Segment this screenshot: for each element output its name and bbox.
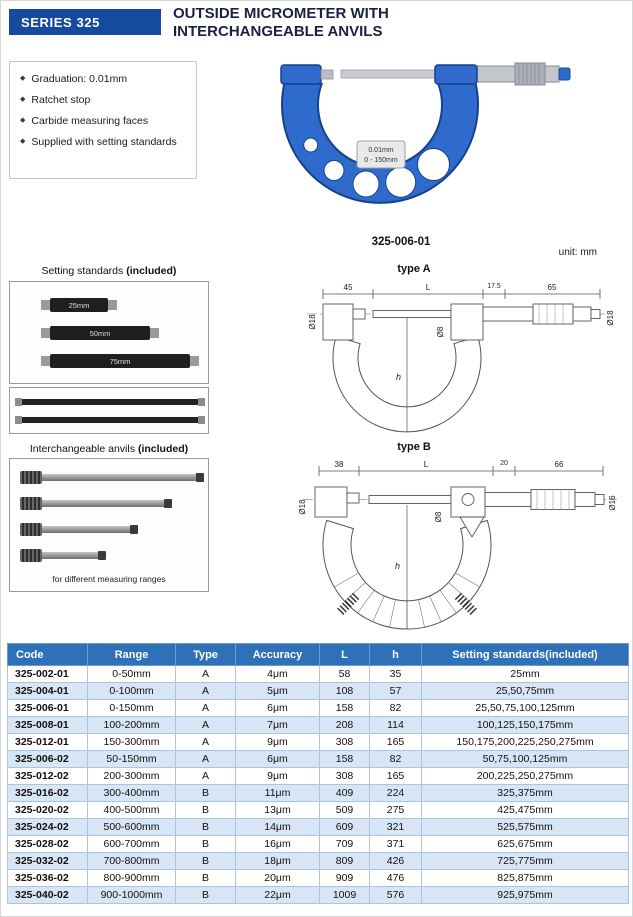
anvil-knurled-head [20,471,42,484]
column-header-l: L [320,644,370,666]
table-row [8,734,629,751]
cell-h: 82 [370,700,422,717]
dim-h: h [394,561,400,571]
ratchet-cap [595,495,604,505]
page-title-line1: OUTSIDE MICROMETER WITH [173,5,389,22]
cell-range: 700-800mm [88,853,176,870]
cell-l: 208 [320,717,370,734]
anvil-arm [281,65,321,84]
cell-setting-standards: 25,50,75mm [422,683,629,700]
spindle-arm [435,65,477,84]
dia-right: Ø16 [608,495,617,511]
page-title-line2: INTERCHANGEABLE ANVILS [173,23,383,41]
cell-accuracy: 13μm [236,802,320,819]
cell-h: 321 [370,819,422,836]
cell-setting-standards: 425,475mm [422,802,629,819]
anvil-knurled-head [20,523,42,536]
table-row [8,700,629,717]
cell-type: A [176,700,236,717]
feature-text: Ratchet stop [31,94,91,107]
cell-setting-standards: 725,775mm [422,853,629,870]
cell-setting-standards: 100,125,150,175mm [422,717,629,734]
table-row [8,785,629,802]
anvils-title [9,443,209,455]
cell-range: 800-900mm [88,870,176,887]
column-header-accuracy: Accuracy [236,644,320,666]
rod-label: 25mm [68,300,90,310]
cell-l: 1009 [320,887,370,904]
table-row [8,666,629,683]
cell-range: 0-50mm [88,666,176,683]
column-header-range: Range [88,644,176,666]
diamond-bullet-icon: ◆ [20,75,26,82]
cell-range: 400-500mm [88,802,176,819]
setting-standards-long-bars [9,387,209,434]
cell-type: A [176,666,236,683]
type-a-drawing [257,276,627,436]
feature-text: Graduation: 0.01mm [31,73,128,85]
cell-type: A [176,717,236,734]
cell-accuracy: 6μm [236,751,320,768]
cell-range: 100-200mm [88,717,176,734]
cell-l: 409 [320,785,370,802]
dim-17-5: 17.5 [487,283,501,290]
feature-item [20,136,188,148]
spindle [373,311,451,318]
table-row [8,887,629,904]
rod-label: 50mm [89,328,111,338]
column-header-code: Code [8,644,88,666]
cell-type: A [176,683,236,700]
dim-45: 45 [343,283,353,292]
page-title [173,5,389,42]
table-row [8,819,629,836]
cell-accuracy: 22μm [236,887,320,904]
rod-cap [190,356,199,366]
anvil-rod [20,523,138,536]
cell-h: 165 [370,768,422,785]
anvil [347,493,359,503]
spec-table-head-row [8,644,629,666]
anvil-block [323,304,353,340]
cell-type: B [176,887,236,904]
dim-65: 65 [547,283,557,292]
setting-standards-title-text: Setting standards [41,265,124,277]
anvil-shaft [42,500,164,507]
dia-spindle: Ø8 [436,326,445,338]
cell-accuracy: 6μm [236,700,320,717]
sleeve [485,493,531,507]
table-row [8,802,629,819]
cell-range: 50-150mm [88,751,176,768]
cell-type: A [176,751,236,768]
spindle [369,496,451,504]
cell-accuracy: 16μm [236,836,320,853]
cell-l: 308 [320,768,370,785]
cell-h: 165 [370,734,422,751]
rod-cap [41,356,50,366]
cell-range: 500-600mm [88,819,176,836]
cell-h: 35 [370,666,422,683]
plate-range: 0 - 150mm [364,157,398,164]
features-panel [9,61,197,179]
setting-standards-title-included: (included) [126,265,177,277]
anvil-tip [130,525,138,534]
setting-standard-rod [50,354,190,368]
series-label: SERIES 325 [21,14,100,30]
cell-h: 224 [370,785,422,802]
cell-type: B [176,819,236,836]
cell-h: 275 [370,802,422,819]
anvil-knurled-head [20,549,42,562]
dia-left: Ø18 [308,314,317,330]
anvil-rod [20,549,106,562]
dim-20: 20 [500,460,508,467]
diamond-bullet-icon: ◆ [20,117,26,125]
ratchet [575,493,595,507]
cell-range: 0-150mm [88,700,176,717]
ratchet [573,307,591,321]
ratchet-cap [591,310,600,319]
dim-h: h [395,372,401,382]
cell-setting-standards: 925,975mm [422,887,629,904]
setting-standards-title [9,265,209,277]
rod-cap [150,328,159,338]
feature-item [20,115,188,127]
feature-item [20,73,188,85]
cell-code: 325-020-02 [8,802,88,819]
anvil-shaft [42,474,196,481]
anvils-title-included: (included) [137,443,189,455]
series-badge [9,9,161,35]
cell-setting-standards: 150,175,200,225,250,275mm [422,734,629,751]
cell-type: A [176,768,236,785]
cell-setting-standards: 325,375mm [422,785,629,802]
cell-code: 325-032-02 [8,853,88,870]
cell-l: 58 [320,666,370,683]
cell-setting-standards: 825,875mm [422,870,629,887]
features-list [20,73,188,148]
cell-range: 300-400mm [88,785,176,802]
cell-accuracy: 4μm [236,666,320,683]
cell-h: 576 [370,887,422,904]
cell-code: 325-004-01 [8,683,88,700]
column-header-type: Type [176,644,236,666]
cell-type: B [176,785,236,802]
spec-table [7,643,629,904]
anvil-rod [20,471,204,484]
cell-accuracy: 14μm [236,819,320,836]
cell-h: 426 [370,853,422,870]
cell-type: B [176,802,236,819]
cell-setting-standards: 50,75,100,125mm [422,751,629,768]
table-row [8,751,629,768]
cell-type: B [176,836,236,853]
cell-range: 200-300mm [88,768,176,785]
cell-range: 900-1000mm [88,887,176,904]
cell-l: 308 [320,734,370,751]
cell-setting-standards: 525,575mm [422,819,629,836]
micrometer-product-image [225,53,575,233]
cell-setting-standards: 625,675mm [422,836,629,853]
column-header-setting-standards: Setting standards(included) [422,644,629,666]
anvil-tip [98,551,106,560]
anvil-face [321,70,333,79]
cell-code: 325-016-02 [8,785,88,802]
table-row [8,853,629,870]
anvil-rod [20,497,172,510]
setting-standard-bar [22,399,198,405]
cell-l: 158 [320,751,370,768]
cell-range: 600-700mm [88,836,176,853]
cell-code: 325-002-01 [8,666,88,683]
diamond-bullet-icon: ◆ [20,96,26,104]
anvil-knurled-head [20,497,42,510]
cell-accuracy: 20μm [236,870,320,887]
anvil [353,309,365,319]
rod-cap [108,300,117,310]
cell-l: 509 [320,802,370,819]
spec-table-body [8,666,629,904]
table-row [8,836,629,853]
ratchet-end-cap [559,68,570,80]
anvil-shaft [42,552,98,559]
table-row [8,870,629,887]
cell-accuracy: 7μm [236,717,320,734]
type-b-label: type B [397,441,431,453]
cell-h: 82 [370,751,422,768]
cell-range: 0-100mm [88,683,176,700]
anvils-caption: for different measuring ranges [52,574,166,584]
cell-l: 909 [320,870,370,887]
table-row [8,768,629,785]
frame-arm [451,304,483,340]
anvils-title-text: Interchangeable anvils [29,443,135,455]
cell-code: 325-028-02 [8,836,88,853]
unit-note: unit: mm [558,247,597,258]
dim-L: L [425,283,431,292]
cell-l: 108 [320,683,370,700]
anvil-tip [196,473,204,482]
dim-38: 38 [334,460,344,469]
cell-setting-standards: 25mm [422,666,629,683]
product-caption: 325-006-01 [371,236,431,248]
feature-item [20,94,188,106]
anvils-image [9,458,209,592]
cell-type: B [176,853,236,870]
feature-text: Supplied with setting standards [31,136,177,149]
cell-code: 325-012-01 [8,734,88,751]
cell-code: 325-036-02 [8,870,88,887]
cell-setting-standards: 200,225,250,275mm [422,768,629,785]
spindle-lock [462,494,474,506]
dim-66: 66 [554,460,564,469]
cell-accuracy: 11μm [236,785,320,802]
setting-standard-bar [22,417,198,423]
type-a-label: type A [397,263,431,275]
rod-label: 75mm [109,356,131,366]
cell-code: 325-006-01 [8,700,88,717]
cell-l: 609 [320,819,370,836]
anvil-shaft [42,526,130,533]
cell-type: B [176,870,236,887]
cell-code: 325-008-01 [8,717,88,734]
sleeve [483,307,533,321]
cell-h: 371 [370,836,422,853]
table-row [8,717,629,734]
cell-l: 809 [320,853,370,870]
cell-code: 325-012-02 [8,768,88,785]
cell-l: 158 [320,700,370,717]
cell-code: 325-006-02 [8,751,88,768]
cell-accuracy: 18μm [236,853,320,870]
cell-code: 325-040-02 [8,887,88,904]
setting-standards-image [9,281,209,384]
cell-type: A [176,734,236,751]
anvil-tip [164,499,172,508]
cell-setting-standards: 25,50,75,100,125mm [422,700,629,717]
cell-range: 150-300mm [88,734,176,751]
rod-cap [41,300,50,310]
cell-l: 709 [320,836,370,853]
table-row [8,683,629,700]
cell-h: 476 [370,870,422,887]
cell-accuracy: 5μm [236,683,320,700]
anvil-block [315,487,347,517]
type-b-drawing [257,453,631,635]
dia-right: Ø18 [606,310,615,326]
setting-standard-rod [50,326,150,340]
dia-left: Ø18 [298,499,307,515]
cell-h: 114 [370,717,422,734]
diamond-bullet-icon: ◆ [20,138,26,146]
plate-graduation: 0.01mm [368,147,394,154]
ratchet-stop [545,66,559,82]
rod-cap [41,328,50,338]
cell-h: 57 [370,683,422,700]
micrometer-parts [323,304,600,340]
cell-accuracy: 9μm [236,734,320,751]
feature-text: Carbide measuring faces [31,115,149,128]
dim-L: L [423,460,429,469]
cell-accuracy: 9μm [236,768,320,785]
setting-standard-rod [50,298,108,312]
column-header-h: h [370,644,422,666]
cell-code: 325-024-02 [8,819,88,836]
dia-spindle: Ø8 [434,511,443,523]
